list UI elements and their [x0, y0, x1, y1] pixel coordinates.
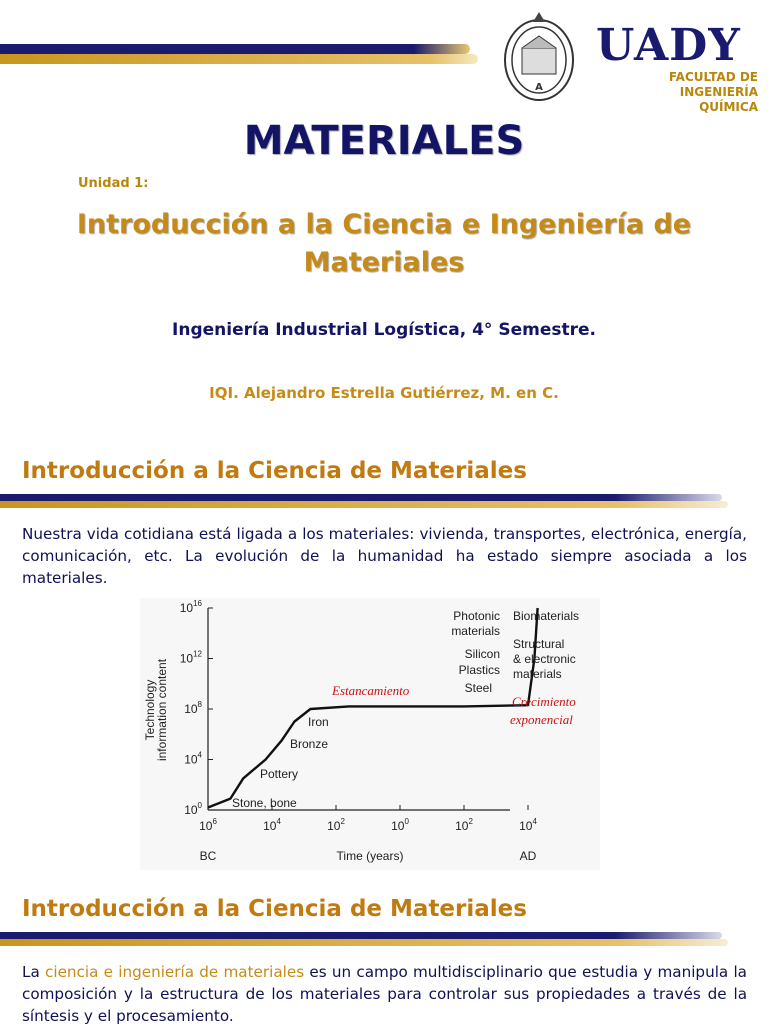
university-name: UADY	[596, 20, 741, 71]
y-axis-label-2: information content	[155, 658, 169, 762]
header-stripe-gold	[0, 54, 478, 64]
faculty-line-1: FACULTAD DE	[668, 70, 758, 84]
x-end-left: BC	[199, 849, 217, 863]
x-tick-label: $10^4$	[263, 817, 281, 833]
section2-paragraph	[22, 961, 747, 1024]
label-iron: Iron	[308, 715, 329, 729]
y-tick-label: $10^0$	[184, 801, 202, 817]
svg-text:A: A	[535, 82, 543, 93]
label-bronze: Bronze	[290, 737, 329, 751]
section2-stripe-blue	[0, 932, 722, 939]
subtitle	[40, 206, 728, 282]
label-plastics: Plastics	[458, 663, 500, 677]
para-prefix: La	[22, 963, 46, 981]
annotation-growth-1: Crecimiento	[512, 694, 576, 709]
label-silicon: Silicon	[464, 647, 500, 661]
author: IQI. Alejandro Estrella Gutiérrez, M. en C.	[209, 384, 559, 402]
section1-stripe-blue	[0, 494, 722, 501]
faculty-line-3: QUÍMICA	[699, 100, 758, 114]
label-structural-2: & electronic	[513, 652, 576, 666]
unit-label: Unidad 1:	[78, 176, 149, 191]
label-stone: Stone, bone	[232, 796, 297, 810]
section1-stripe-gold	[0, 501, 728, 508]
section-heading-1: Introducción a la Ciencia de Materiales	[22, 458, 527, 484]
subtitle-line-1: Introducción a la Ciencia e Ingeniería de	[76, 209, 692, 240]
x-axis-label: Time (years)	[336, 849, 404, 863]
x-end-right: AD	[519, 849, 537, 863]
header-stripe-top	[0, 44, 470, 54]
section-heading-2: Introducción a la Ciencia de Materiales	[22, 896, 527, 922]
page-title: MATERIALES	[243, 118, 525, 164]
y-tick-label: $10^8$	[184, 700, 202, 716]
x-tick-label: $10^4$	[519, 817, 537, 833]
y-tick-label: $10^{12}$	[179, 649, 202, 666]
label-structural-1: Structural	[513, 637, 565, 651]
x-tick-label: $10^2$	[327, 817, 345, 833]
y-tick-label: $10^4$	[184, 750, 202, 767]
label-biomaterials: Biomaterials	[513, 609, 580, 623]
label-photonic-2: materials	[451, 624, 500, 638]
section2-stripe-gold	[0, 939, 728, 946]
label-steel: Steel	[464, 681, 492, 695]
faculty-line-2: INGENIERÍA	[679, 85, 758, 99]
para-highlight: ciencia e ingeniería de materiales	[45, 963, 305, 981]
label-structural-3: materials	[513, 667, 562, 681]
subtitle-line-2: Materiales	[303, 247, 465, 278]
x-tick-label: $10^0$	[391, 817, 409, 833]
x-tick-label: $10^2$	[455, 817, 473, 833]
label-pottery: Pottery	[260, 767, 299, 781]
annotation-growth-2: exponencial	[510, 712, 573, 727]
para-rest: es un campo multidisciplinario que estudia y manipula la composición y la estructura de los materiales para controlar sus propiedades a través de la síntesis y el procesamiento.	[22, 963, 747, 1024]
university-seal-icon	[500, 8, 578, 104]
y-axis-label-1: Technology	[143, 679, 157, 741]
x-tick-label: $10^6$	[199, 817, 217, 833]
technology-chart	[140, 598, 600, 870]
label-photonic: Photonic	[453, 609, 500, 623]
annotation-stagnation: Estancamiento	[332, 683, 410, 698]
section1-paragraph: Nuestra vida cotidiana está ligada a los materiales: vivienda, transportes, electrónica, energía, comunicación, etc. La evolución de la humanidad ha estado siempre asociada a los materiales.	[22, 525, 747, 587]
course-info: Ingeniería Industrial Logística, 4° Semestre.	[172, 320, 596, 340]
y-tick-label: $10^{16}$	[179, 599, 202, 615]
